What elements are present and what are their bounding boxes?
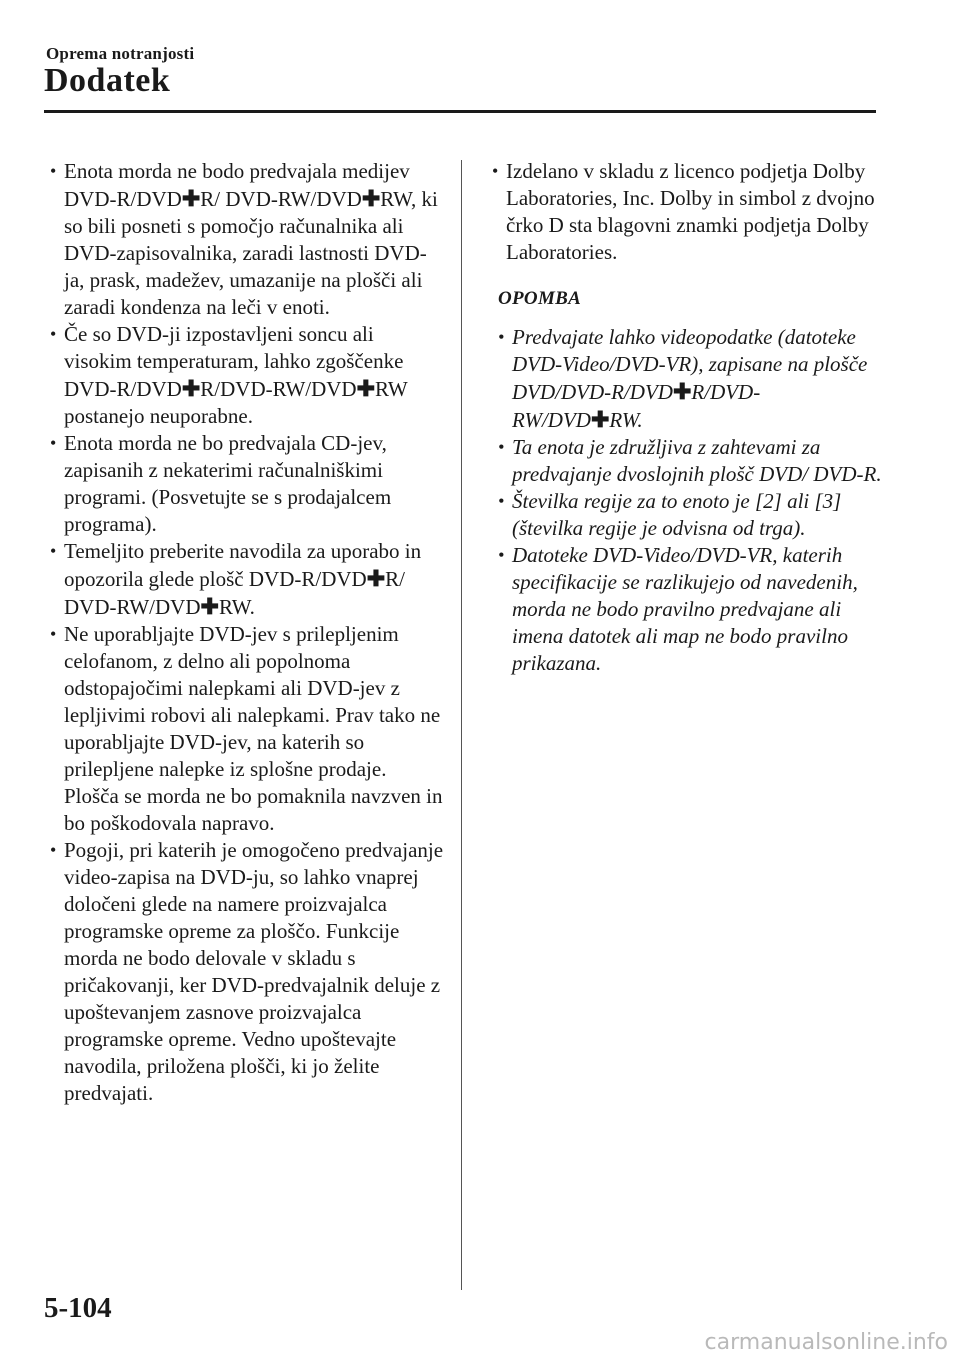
plus-sign-icon: ✚ xyxy=(181,186,201,211)
note-bullet-item: • Številka regije za to enoto je [2] ali [3] (številka regije je odvisna od trga). xyxy=(498,489,842,540)
note-bullet-item: • Predvajate lahko videopodatke (datoteke DVD-Video/DVD-VR), zapisane na plošče DVD/DVD-R/DVD✚R/DVD-RW/DVD✚RW. xyxy=(498,325,868,432)
plus-sign-icon: ✚ xyxy=(672,379,692,404)
page-number: 5-104 xyxy=(44,1292,112,1324)
note-list xyxy=(488,324,888,677)
plus-sign-icon: ✚ xyxy=(200,594,219,619)
bullet-dot-icon: • xyxy=(498,545,505,565)
bullet-dot-icon: • xyxy=(50,541,57,561)
bullet-dot-icon: • xyxy=(50,840,57,860)
left-column xyxy=(46,158,446,1107)
bullet-item: • Pogoji, pri katerih je omogočeno predvajanje video-zapisa na DVD-ju, so lahko vnaprej določeni glede na namere proizvajalca programske opreme za ploščo. Funkcije morda ne bodo delovale v skladu s pričakovanji, ker DVD-predvajalnik deluje z upoštevanjem zasnove proizvajalca programske opreme. Vedno upoštevajte navodila, priložena plošči, ki jo želite predvajati. xyxy=(50,838,444,1105)
bullet-item: • Enota morda ne bo predvajala CD-jev, zapisanih z nekaterimi računalniškimi programi. (Posvetujte se s prodajalcem programa). xyxy=(50,431,392,536)
note-bullet-item: • Datoteke DVD-Video/DVD-VR, katerih specifikacije se razlikujejo od navedenih, morda ne bodo pravilno predvajane ali imena datotek ali map ne bodo pravilno prikazana. xyxy=(498,543,858,675)
bullet-dot-icon: • xyxy=(50,161,57,181)
right-column xyxy=(488,158,888,677)
plus-sign-icon: ✚ xyxy=(366,566,386,591)
bullet-dot-icon: • xyxy=(492,161,499,181)
bullet-item: • Ne uporabljajte DVD-jev s prilepljenim celofanom, z delno ali popolnoma odstopajočimi nalepkami ali DVD-jev z lepljivimi robovi ali nalepkami. Prav tako ne uporabljajte DVD-jev, na katerih so prilepljene nalepke iz splošne prodaje. Plošča se morda ne bo pomaknila navzven in bo poškodovala napravo. xyxy=(50,622,443,835)
plus-sign-icon: ✚ xyxy=(181,376,201,401)
bullet-dot-icon: • xyxy=(498,327,505,347)
plus-sign-icon: ✚ xyxy=(590,407,610,432)
bullet-item: • Izdelano v skladu z licenco podjetja Dolby Laboratories, Inc. Dolby in simbol z dvojno črko D sta blagovni znamki podjetja Dolby Laboratories. xyxy=(492,159,875,264)
bullet-dot-icon: • xyxy=(50,433,57,453)
bullet-dot-icon: • xyxy=(498,491,505,511)
note-heading: OPOMBA xyxy=(498,288,582,309)
bullet-dot-icon: • xyxy=(50,624,57,644)
section-label: Oprema notranjosti xyxy=(46,44,195,63)
bullet-dot-icon: • xyxy=(498,437,505,457)
note-bullet-item: • Ta enota je združljiva z zahtevami za predvajanje dvoslojnih plošč DVD/ DVD-R. xyxy=(498,435,882,486)
bullet-dot-icon: • xyxy=(50,324,57,344)
bullet-item: • Enota morda ne bodo predvajala medijev DVD-R/DVD✚R/ DVD-RW/DVD✚RW, ki so bili posneti s pomočjo računalnika ali DVD-zapisovalnika, zaradi lastnosti DVD-ja, prask, madežev, umazanije na plošči ali zaradi kondenza na leči v enoti. xyxy=(50,159,438,319)
bullet-item: • Temeljito preberite navodila za uporabo in opozorila glede plošč DVD-R/DVD✚R/ DVD-RW/DVD✚RW. xyxy=(50,539,422,619)
watermark: carmanualsonline.info xyxy=(704,1330,948,1355)
bullet-item: • Če so DVD-ji izpostavljeni soncu ali visokim temperaturam, lahko zgoščenke DVD-R/DVD✚R/DVD-RW/DVD✚RW postanejo neuporabne. xyxy=(50,322,408,428)
plus-sign-icon: ✚ xyxy=(356,376,376,401)
column-divider xyxy=(461,160,462,1290)
header-rule xyxy=(44,110,876,113)
chapter-title: Dodatek xyxy=(44,62,171,99)
plus-sign-icon: ✚ xyxy=(361,186,381,211)
